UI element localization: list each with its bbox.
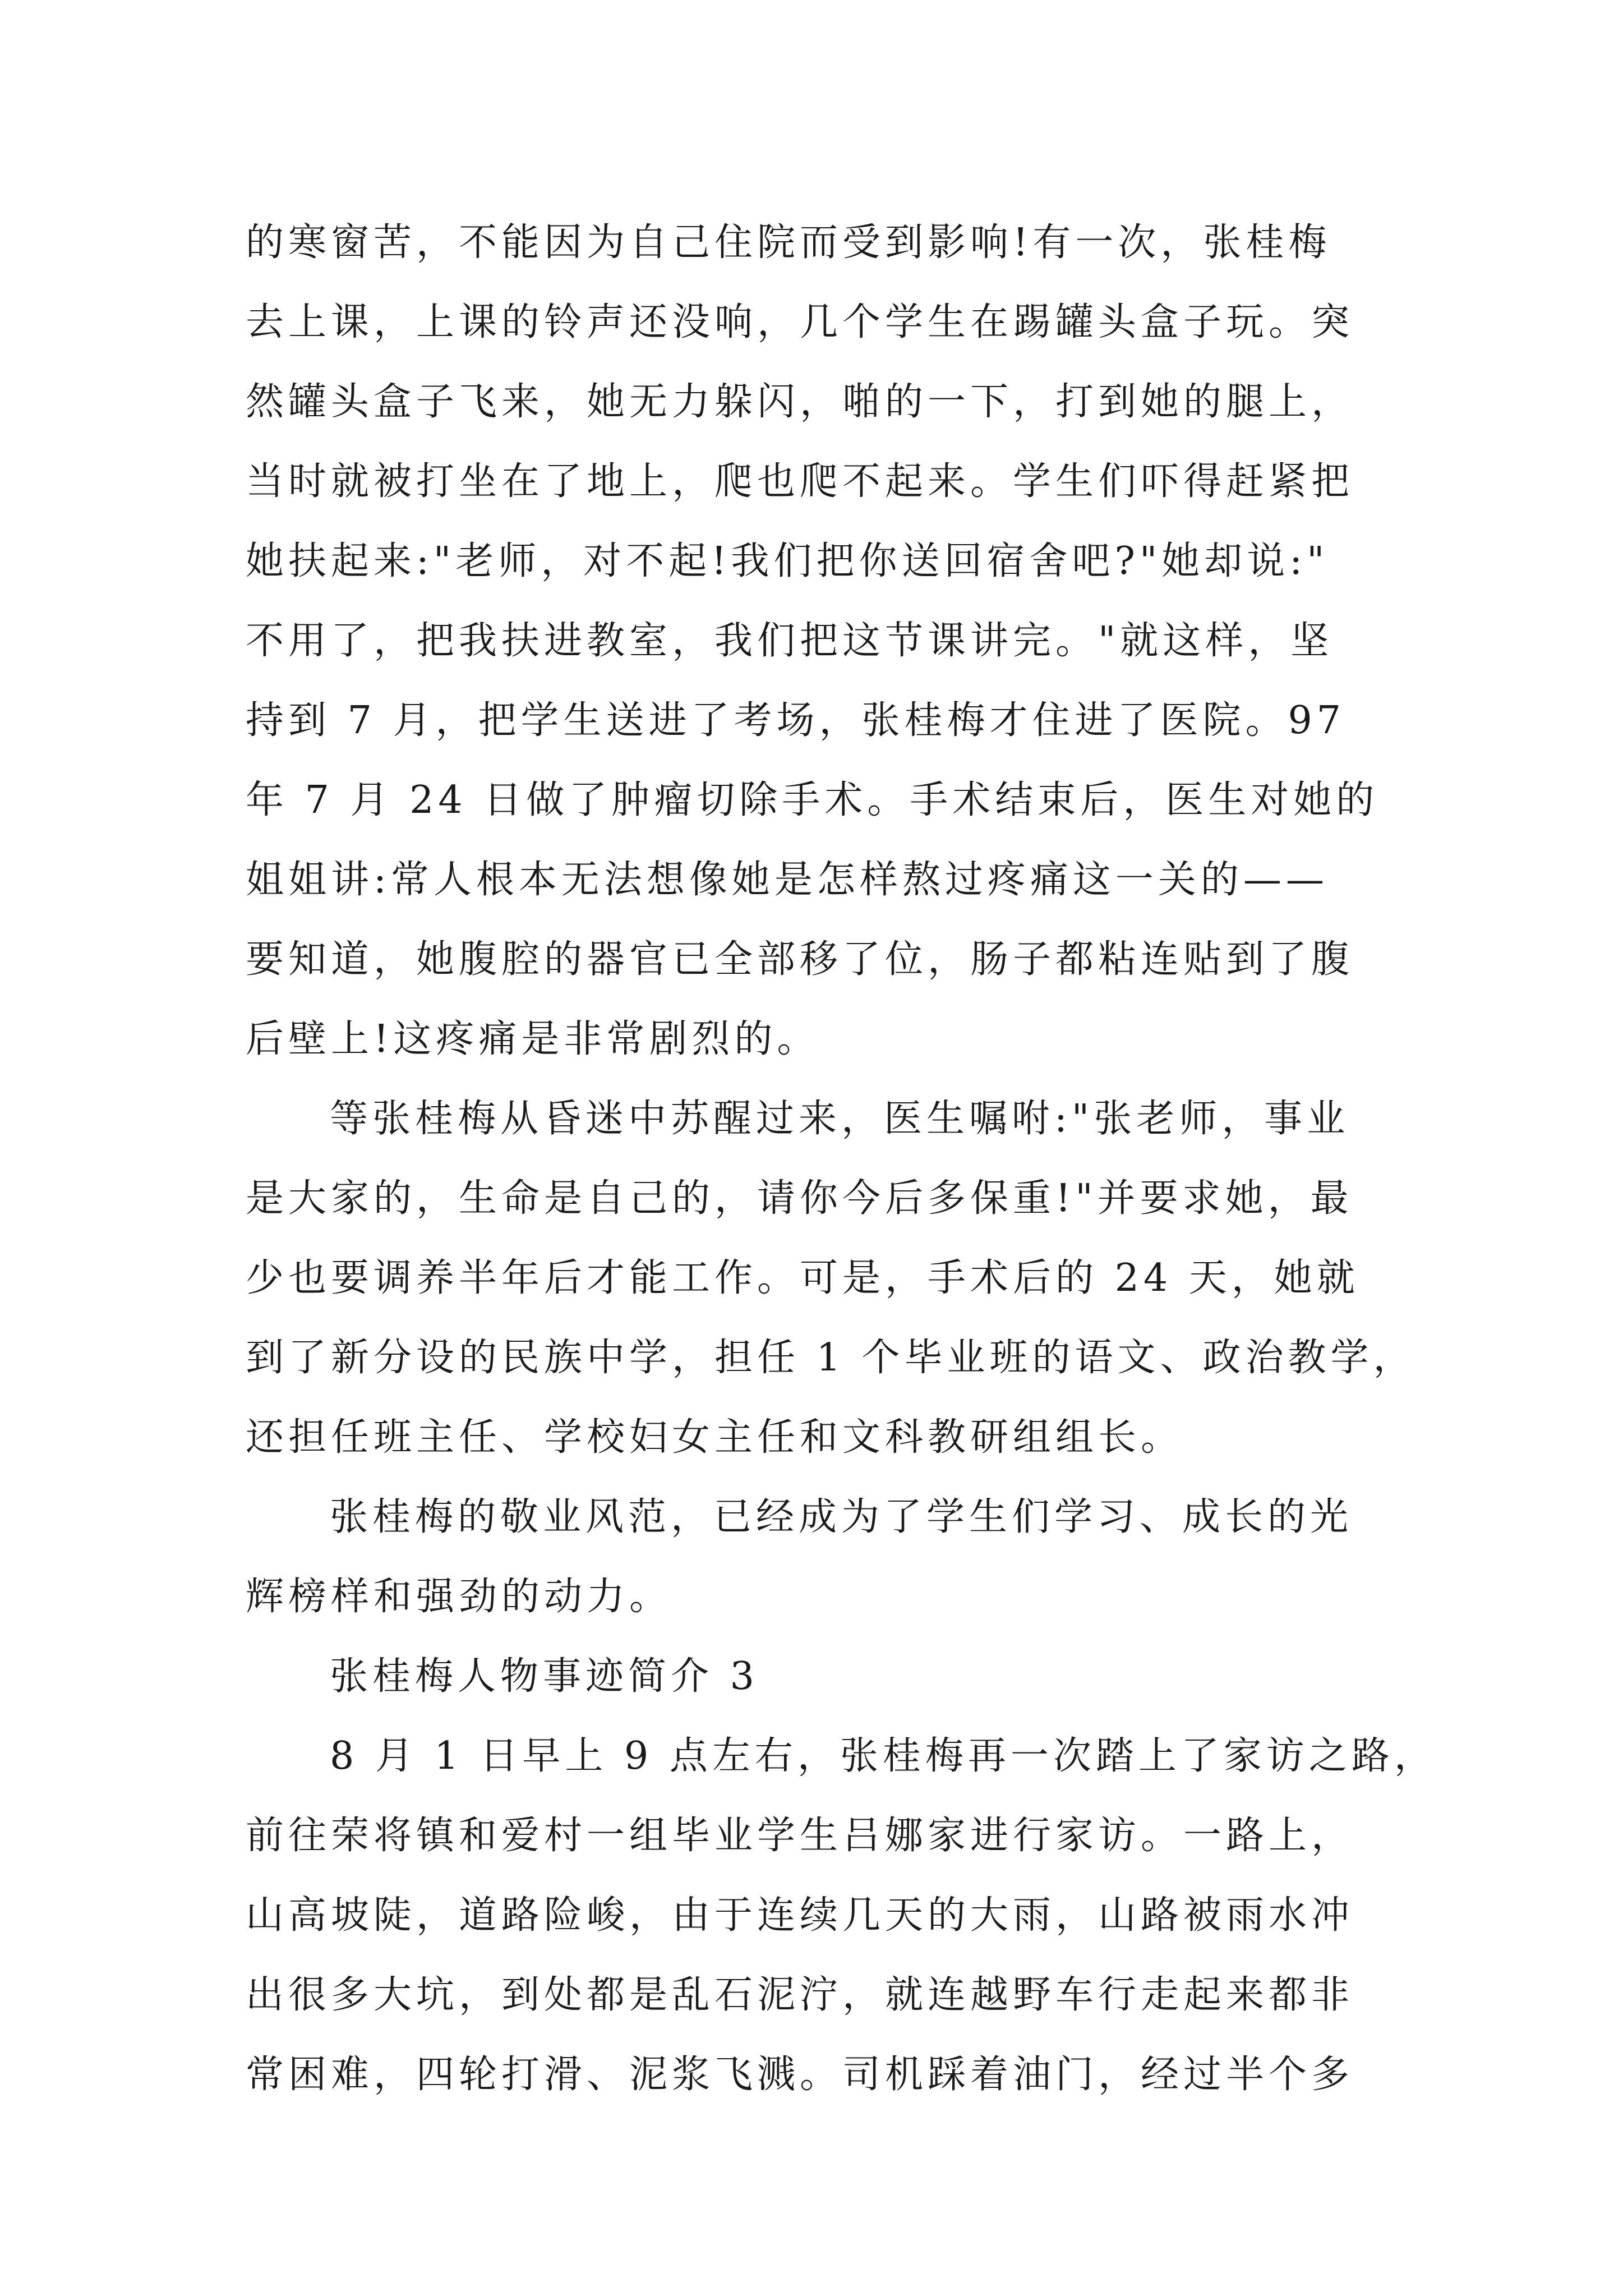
text-line: 当时就被打坐在了地上，爬也爬不起来。学生们吓得赶紧把 xyxy=(246,459,1354,504)
text-line: 前往荣将镇和爱村一组毕业学生吕娜家进行家访。一路上， xyxy=(246,1814,1354,1858)
text-line: 年 7 月 24 日做了肿瘤切除手术。手术结束后，医生对她的 xyxy=(246,778,1379,822)
text-line: 然罐头盒子飞来，她无力躲闪，啪的一下，打到她的腿上， xyxy=(246,380,1354,424)
text-line: 到了新分设的民族中学，担任 1 个毕业班的语文、政治教学， xyxy=(246,1336,1416,1380)
text-line: 姐姐讲:常人根本无法想像她是怎样熬过疼痛这一关的—— xyxy=(246,858,1329,902)
text-line: 她扶起来:"老师，对不起!我们把你送回宿舍吧?"她却说:" xyxy=(246,539,1329,583)
text-line: 不用了，把我扶进教室，我们把这节课讲完。"就这样，坚 xyxy=(246,619,1334,663)
text-line: 还担任班主任、学校妇女主任和文科教研组组长。 xyxy=(246,1415,1184,1460)
text-line: 是大家的，生命是自己的，请你今后多保重!"并要求她，最 xyxy=(246,1176,1353,1221)
text-line: 少也要调养半年后才能工作。可是，手术后的 24 天，她就 xyxy=(246,1256,1359,1300)
document-body xyxy=(246,203,1437,2115)
text-line: 持到 7 月，把学生送进了考场，张桂梅才住进了医院。97 xyxy=(246,698,1346,743)
paragraph-start-line: 张桂梅的敬业风范，已经成为了学生们学习、成长的光 xyxy=(330,1495,1353,1539)
section-heading: 张桂梅人物事迹简介 3 xyxy=(330,1654,759,1699)
text-line: 后壁上!这疼痛是非常剧烈的。 xyxy=(246,1017,820,1061)
paragraph-start-line: 等张桂梅从昏迷中苏醒过来，医生嘱咐:"张老师，事业 xyxy=(330,1097,1350,1141)
text-line: 辉榜样和强劲的动力。 xyxy=(246,1575,672,1619)
text-line: 的寒窗苦，不能因为自己住院而受到影响!有一次，张桂梅 xyxy=(246,220,1331,265)
text-line: 去上课，上课的铃声还没响，几个学生在踢罐头盒子玩。突 xyxy=(246,300,1354,344)
text-line: 山高坡陡，道路险峻，由于连续几天的大雨，山路被雨水冲 xyxy=(246,1893,1354,1938)
paragraph-start-line: 8 月 1 日早上 9 点左右，张桂梅再一次踏上了家访之路， xyxy=(330,1734,1437,1778)
text-line: 常困难，四轮打滑、泥浆飞溅。司机踩着油门，经过半个多 xyxy=(246,2053,1354,2097)
text-line: 出很多大坑，到处都是乱石泥泞，就连越野车行走起来都非 xyxy=(246,1973,1354,2017)
text-line: 要知道，她腹腔的器官已全部移了位，肠子都粘连贴到了腹 xyxy=(246,937,1354,982)
